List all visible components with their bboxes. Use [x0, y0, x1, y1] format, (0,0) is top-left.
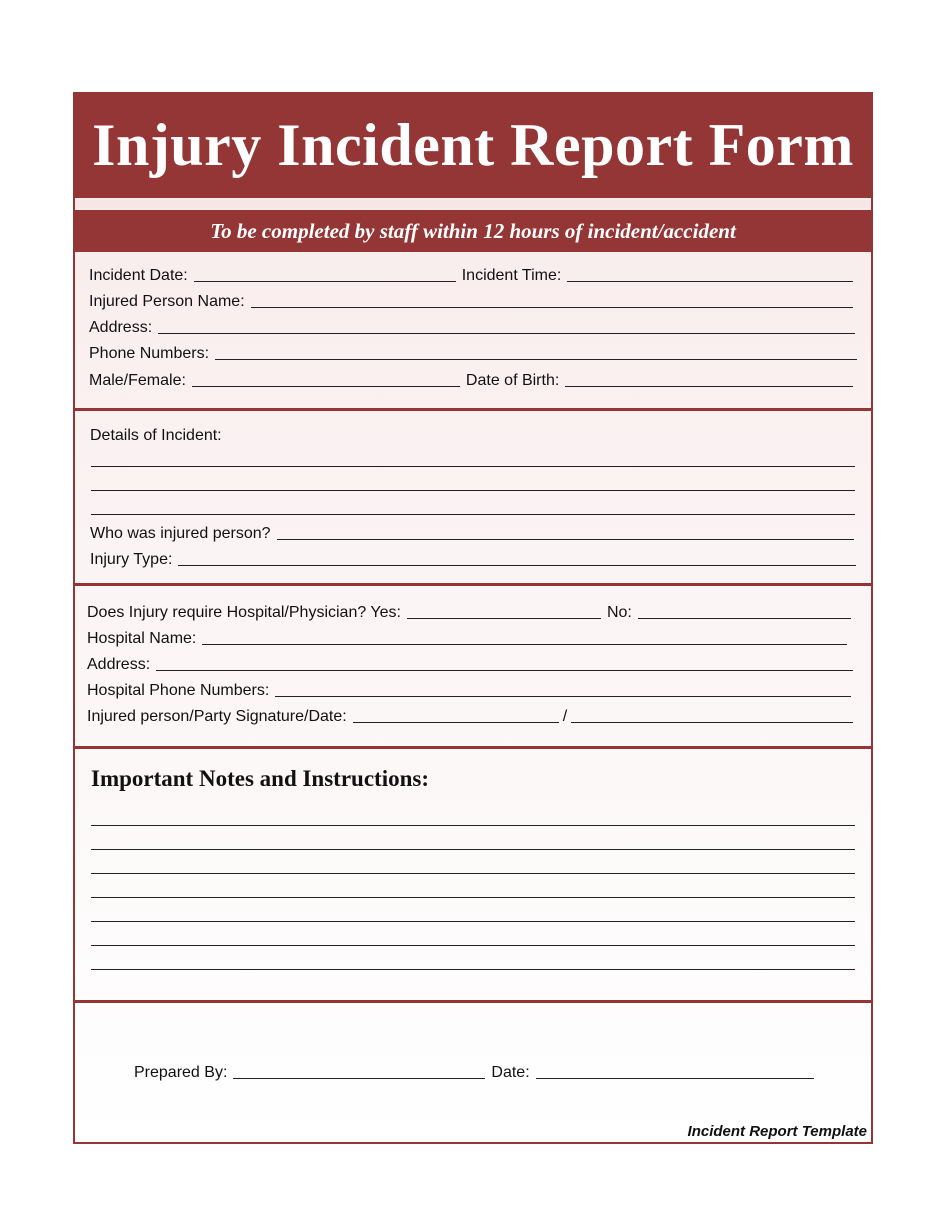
hospital-phone-field[interactable]	[275, 695, 851, 697]
injured-person-name-row	[89, 286, 853, 312]
signature-field[interactable]	[353, 721, 559, 723]
hospital-phone-row	[87, 675, 851, 701]
notes-line[interactable]	[91, 873, 855, 874]
notes-line[interactable]	[91, 945, 855, 946]
male-female-label: Male/Female:	[89, 372, 186, 389]
notes-line[interactable]	[91, 921, 855, 922]
signature-date-slash: /	[562, 708, 568, 725]
details-line[interactable]	[91, 490, 855, 491]
incident-time-field[interactable]	[567, 280, 853, 282]
injured-person-name-label: Injured Person Name:	[89, 293, 245, 310]
hospital-name-label: Hospital Name:	[87, 630, 197, 647]
injury-type-row	[90, 544, 856, 570]
form-header	[75, 94, 871, 198]
details-label-row	[90, 420, 854, 446]
footer-date-field[interactable]	[536, 1077, 814, 1079]
gender-dob-row	[89, 365, 853, 391]
incident-date-time-row	[89, 260, 853, 286]
hospital-required-row	[87, 597, 851, 623]
address-field[interactable]	[158, 332, 855, 334]
injured-person-name-field[interactable]	[251, 306, 853, 308]
address-row	[89, 312, 855, 338]
phone-numbers-row	[89, 338, 857, 364]
hospital-no-label: No:	[606, 604, 632, 621]
notes-line[interactable]	[91, 825, 855, 826]
section-divider	[75, 583, 871, 586]
notes-line[interactable]	[91, 969, 855, 970]
details-line[interactable]	[91, 514, 855, 515]
details-of-incident-label: Details of Incident:	[90, 427, 222, 444]
signature-date-field[interactable]	[571, 721, 853, 723]
phone-numbers-field[interactable]	[215, 358, 857, 360]
prepared-by-field[interactable]	[233, 1077, 485, 1079]
signature-date-row	[87, 701, 853, 727]
hospital-address-label: Address:	[87, 656, 151, 673]
phone-numbers-label: Phone Numbers:	[89, 345, 210, 362]
who-injured-row	[90, 518, 854, 544]
section-divider	[75, 408, 871, 411]
notes-line[interactable]	[91, 849, 855, 850]
date-of-birth-field[interactable]	[565, 385, 853, 387]
incident-date-label: Incident Date:	[89, 267, 188, 284]
footer-date-label: Date:	[491, 1064, 530, 1081]
signature-date-label: Injured person/Party Signature/Date:	[87, 708, 347, 725]
address-label: Address:	[89, 319, 153, 336]
who-injured-label: Who was injured person?	[90, 525, 271, 542]
notes-line[interactable]	[91, 897, 855, 898]
form-title: Injury Incident Report Form	[92, 112, 854, 178]
male-female-field[interactable]	[192, 385, 460, 387]
section-divider	[75, 746, 871, 749]
hospital-no-field[interactable]	[638, 617, 851, 619]
prepared-by-label: Prepared By:	[134, 1064, 228, 1081]
hospital-address-row	[87, 649, 853, 675]
injury-type-field[interactable]	[178, 564, 856, 566]
template-tag: Incident Report Template	[687, 1123, 867, 1140]
incident-report-form	[73, 92, 873, 1144]
hospital-name-row	[87, 623, 847, 649]
section-divider	[75, 1000, 871, 1003]
injury-type-label: Injury Type:	[90, 551, 173, 568]
hospital-name-field[interactable]	[202, 643, 847, 645]
header-separator	[75, 200, 871, 208]
incident-time-label: Incident Time:	[461, 267, 562, 284]
hospital-required-label: Does Injury require Hospital/Physician? Yes:	[87, 604, 401, 621]
form-subtitle: To be completed by staff within 12 hours of incident/accident	[75, 210, 871, 252]
who-injured-field[interactable]	[277, 538, 854, 540]
hospital-phone-label: Hospital Phone Numbers:	[87, 682, 270, 699]
hospital-address-field[interactable]	[156, 669, 853, 671]
notes-title: Important Notes and Instructions:	[91, 766, 429, 791]
prepared-by-row	[134, 1057, 814, 1083]
details-line[interactable]	[91, 466, 855, 467]
date-of-birth-label: Date of Birth:	[465, 372, 560, 389]
incident-date-field[interactable]	[194, 280, 456, 282]
hospital-yes-field[interactable]	[407, 617, 601, 619]
